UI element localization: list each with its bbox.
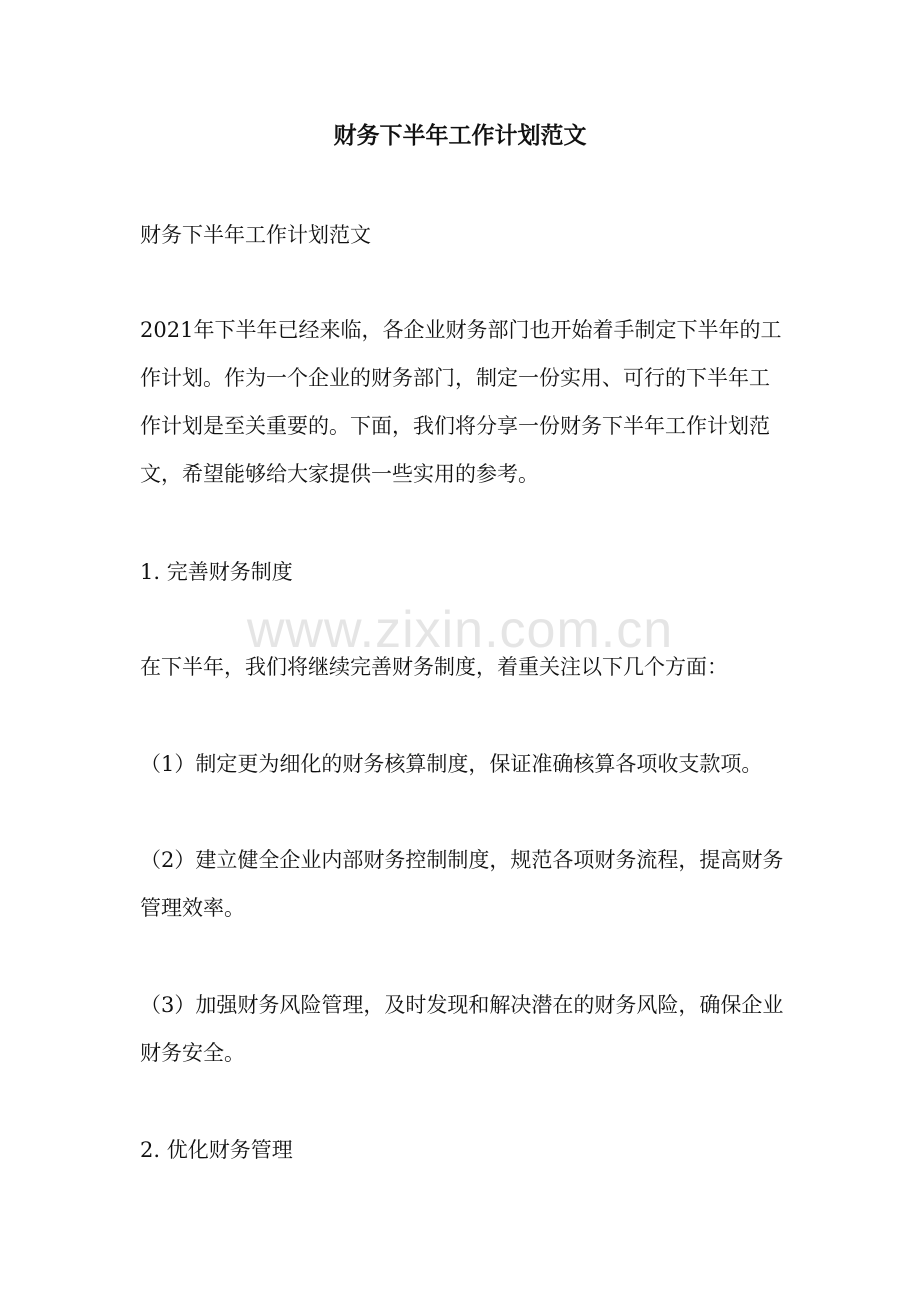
document-title: 财务下半年工作计划范文	[333, 122, 587, 149]
section-1-item-2: （2）建立健全企业内部财务控制制度，规范各项财务流程，提高财务管理效率。	[140, 848, 784, 920]
watermark: www.zixin.com.cn	[246, 601, 674, 659]
section-1-heading: 1. 完善财务制度	[140, 560, 293, 584]
section-1-item-1: （1）制定更为细化的财务核算制度，保证准确核算各项收支款项。	[140, 752, 763, 776]
section-1-lead: 在下半年，我们将继续完善财务制度，着重关注以下几个方面：	[140, 655, 728, 679]
intro-paragraph: 2021年下半年已经来临，各企业财务部门也开始着手制定下半年的工作计划。作为一个企业的财务部门，制定一份实用、可行的下半年工作计划是至关重要的。下面，我们将分享一份财务下半年工作计划范文，希望能够给大家提供一些实用的参考。	[140, 318, 782, 486]
section-1-item-3: （3）加强财务风险管理，及时发现和解决潜在的财务风险，确保企业财务安全。	[140, 993, 784, 1065]
document-subtitle: 财务下半年工作计划范文	[140, 223, 371, 247]
section-2-heading: 2. 优化财务管理	[140, 1138, 293, 1162]
